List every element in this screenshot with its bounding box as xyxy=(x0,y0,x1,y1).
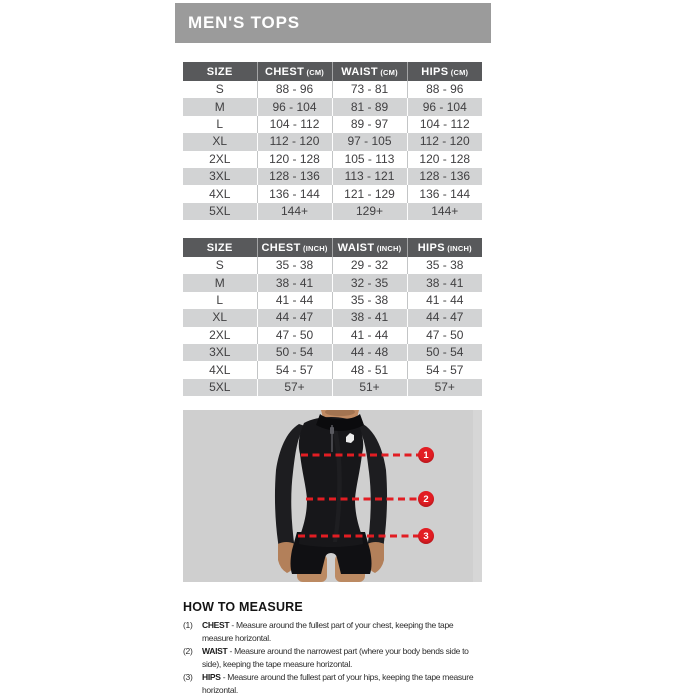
table-header-row xyxy=(183,238,482,257)
size-cell: 96 - 104 xyxy=(407,98,482,115)
size-cell: XL xyxy=(183,309,257,326)
column-header: HIPS (CM) xyxy=(407,62,482,81)
size-row xyxy=(183,168,482,185)
table-body xyxy=(183,257,482,396)
header-row xyxy=(183,62,482,81)
how-to-measure-heading: HOW TO MEASURE xyxy=(183,600,303,614)
unit-label: (INCH) xyxy=(300,243,328,253)
size-cell: 88 - 96 xyxy=(407,81,482,98)
size-cell: 88 - 96 xyxy=(257,81,332,98)
title-bar xyxy=(175,3,491,43)
column-header: CHEST (INCH) xyxy=(257,238,332,257)
size-row xyxy=(183,361,482,378)
size-cell: 81 - 89 xyxy=(332,98,407,115)
unit-label: (CM) xyxy=(378,67,398,77)
size-cell: 38 - 41 xyxy=(332,309,407,326)
item-text xyxy=(202,619,482,645)
size-cell: XL xyxy=(183,133,257,150)
size-cell: 136 - 144 xyxy=(257,185,332,202)
size-cell: 4XL xyxy=(209,186,231,201)
size-cell: 5XL xyxy=(183,379,257,396)
size-cell: 5XL xyxy=(183,203,257,220)
size-cell: 121 - 129 xyxy=(332,185,407,202)
size-cell: 44 - 47 xyxy=(257,309,332,326)
size-cell: 44 - 48 xyxy=(332,344,407,361)
size-cell: 3XL xyxy=(183,344,257,361)
size-row xyxy=(183,98,482,115)
size-cell: S xyxy=(215,258,224,273)
size-row xyxy=(183,327,482,344)
size-cell: S xyxy=(215,82,224,97)
measure-item-chest xyxy=(183,619,482,645)
size-cell: 29 - 32 xyxy=(332,257,407,274)
item-text xyxy=(202,671,482,697)
size-cell: 128 - 136 xyxy=(257,168,332,185)
unit-label: (CM) xyxy=(448,67,469,77)
size-cell: 3XL xyxy=(183,168,257,185)
unit-label: (CM) xyxy=(304,67,325,77)
column-header: CHEST (CM) xyxy=(257,62,332,81)
size-cell: 47 - 50 xyxy=(257,327,332,344)
measurement-figure xyxy=(183,410,482,582)
size-cell: 104 - 112 xyxy=(407,116,482,133)
page-title: MEN'S TOPS xyxy=(188,13,300,32)
item-term: CHEST xyxy=(202,620,230,630)
unit-label: (INCH) xyxy=(374,243,402,253)
size-cell: 50 - 54 xyxy=(257,344,332,361)
size-cell: 104 - 112 xyxy=(257,116,332,133)
size-row xyxy=(183,309,482,326)
size-cell: 35 - 38 xyxy=(407,257,482,274)
column-header: WAIST (INCH) xyxy=(332,238,407,257)
size-row xyxy=(183,274,482,291)
size-cell: 129+ xyxy=(332,203,407,220)
size-row xyxy=(183,344,482,361)
size-cell: 2XL xyxy=(209,151,231,166)
model-illustration xyxy=(183,410,482,582)
size-cell: 38 - 41 xyxy=(407,274,482,291)
marker-badge-hips: 3 xyxy=(418,528,434,544)
size-cell: 120 - 128 xyxy=(407,151,482,168)
measure-item-waist xyxy=(183,645,482,671)
column-header: WAIST (CM) xyxy=(332,62,407,81)
size-cell: 54 - 57 xyxy=(257,361,332,378)
size-cell: 89 - 97 xyxy=(332,116,407,133)
size-cell: 97 - 105 xyxy=(332,133,407,150)
size-cell: 41 - 44 xyxy=(407,292,482,309)
item-number: (3) xyxy=(183,672,193,682)
size-cell: 54 - 57 xyxy=(407,361,482,378)
size-cell: 113 - 121 xyxy=(332,168,407,185)
size-row xyxy=(183,292,482,309)
size-cell: L xyxy=(216,292,224,307)
size-cell: 50 - 54 xyxy=(407,344,482,361)
size-cell: 120 - 128 xyxy=(257,151,332,168)
item-description: - Measure around the narrowest part (where your body bends side to side), keeping the tape measure horizontal. xyxy=(202,646,469,669)
size-cell: 41 - 44 xyxy=(257,292,332,309)
item-number: (1) xyxy=(183,620,193,630)
size-cell: 112 - 120 xyxy=(257,133,332,150)
size-row xyxy=(183,185,482,202)
how-to-measure-section xyxy=(183,600,482,697)
size-cell: 41 - 44 xyxy=(332,327,407,344)
size-cell: 128 - 136 xyxy=(407,168,482,185)
size-row xyxy=(183,379,482,396)
size-row xyxy=(183,151,482,168)
table-body xyxy=(183,81,482,220)
size-cell: 44 - 47 xyxy=(407,309,482,326)
column-header: SIZE xyxy=(183,62,257,81)
size-row xyxy=(183,116,482,133)
measure-item-hips xyxy=(183,671,482,697)
column-header: HIPS (INCH) xyxy=(407,238,482,257)
size-cell: 2XL xyxy=(209,327,231,342)
size-cell: 112 - 120 xyxy=(407,133,482,150)
size-cell: 32 - 35 xyxy=(332,274,407,291)
size-cell: 96 - 104 xyxy=(257,98,332,115)
table-header-row xyxy=(183,62,482,81)
size-cell: L xyxy=(216,116,224,131)
size-cell: 38 - 41 xyxy=(257,274,332,291)
size-table-cm xyxy=(183,62,482,220)
item-description: - Measure around the fullest part of your hips, keeping the tape measure horizontal. xyxy=(202,672,474,695)
header-row xyxy=(183,238,482,257)
zipper-pull xyxy=(330,427,334,434)
marker-badge-waist: 2 xyxy=(418,491,434,507)
item-term: WAIST xyxy=(202,646,228,656)
marker-badge-chest: 1 xyxy=(418,447,434,463)
figure-background-edge xyxy=(473,410,482,582)
item-text xyxy=(202,645,482,671)
size-cell: 57+ xyxy=(257,379,332,396)
size-cell: 47 - 50 xyxy=(407,327,482,344)
size-cell: 35 - 38 xyxy=(332,292,407,309)
size-cell: M xyxy=(183,274,257,291)
size-row xyxy=(183,133,482,150)
size-cell: M xyxy=(183,98,257,115)
size-cell: 136 - 144 xyxy=(407,185,482,202)
size-cell: 51+ xyxy=(332,379,407,396)
size-cell: 105 - 113 xyxy=(332,151,407,168)
size-row xyxy=(183,81,482,98)
size-cell: 144+ xyxy=(407,203,482,220)
column-header: SIZE xyxy=(183,238,257,257)
size-cell: 4XL xyxy=(209,362,231,377)
size-row xyxy=(183,257,482,274)
size-cell: 57+ xyxy=(407,379,482,396)
item-number: (2) xyxy=(183,646,193,656)
size-row xyxy=(183,203,482,220)
item-description: - Measure around the fullest part of your chest, keeping the tape measure horizontal. xyxy=(202,620,454,643)
size-cell: 144+ xyxy=(257,203,332,220)
item-term: HIPS xyxy=(202,672,221,682)
unit-label: (INCH) xyxy=(444,243,472,253)
size-cell: 73 - 81 xyxy=(332,81,407,98)
size-cell: 35 - 38 xyxy=(257,257,332,274)
size-cell: 48 - 51 xyxy=(332,361,407,378)
size-table-inch xyxy=(183,238,482,396)
